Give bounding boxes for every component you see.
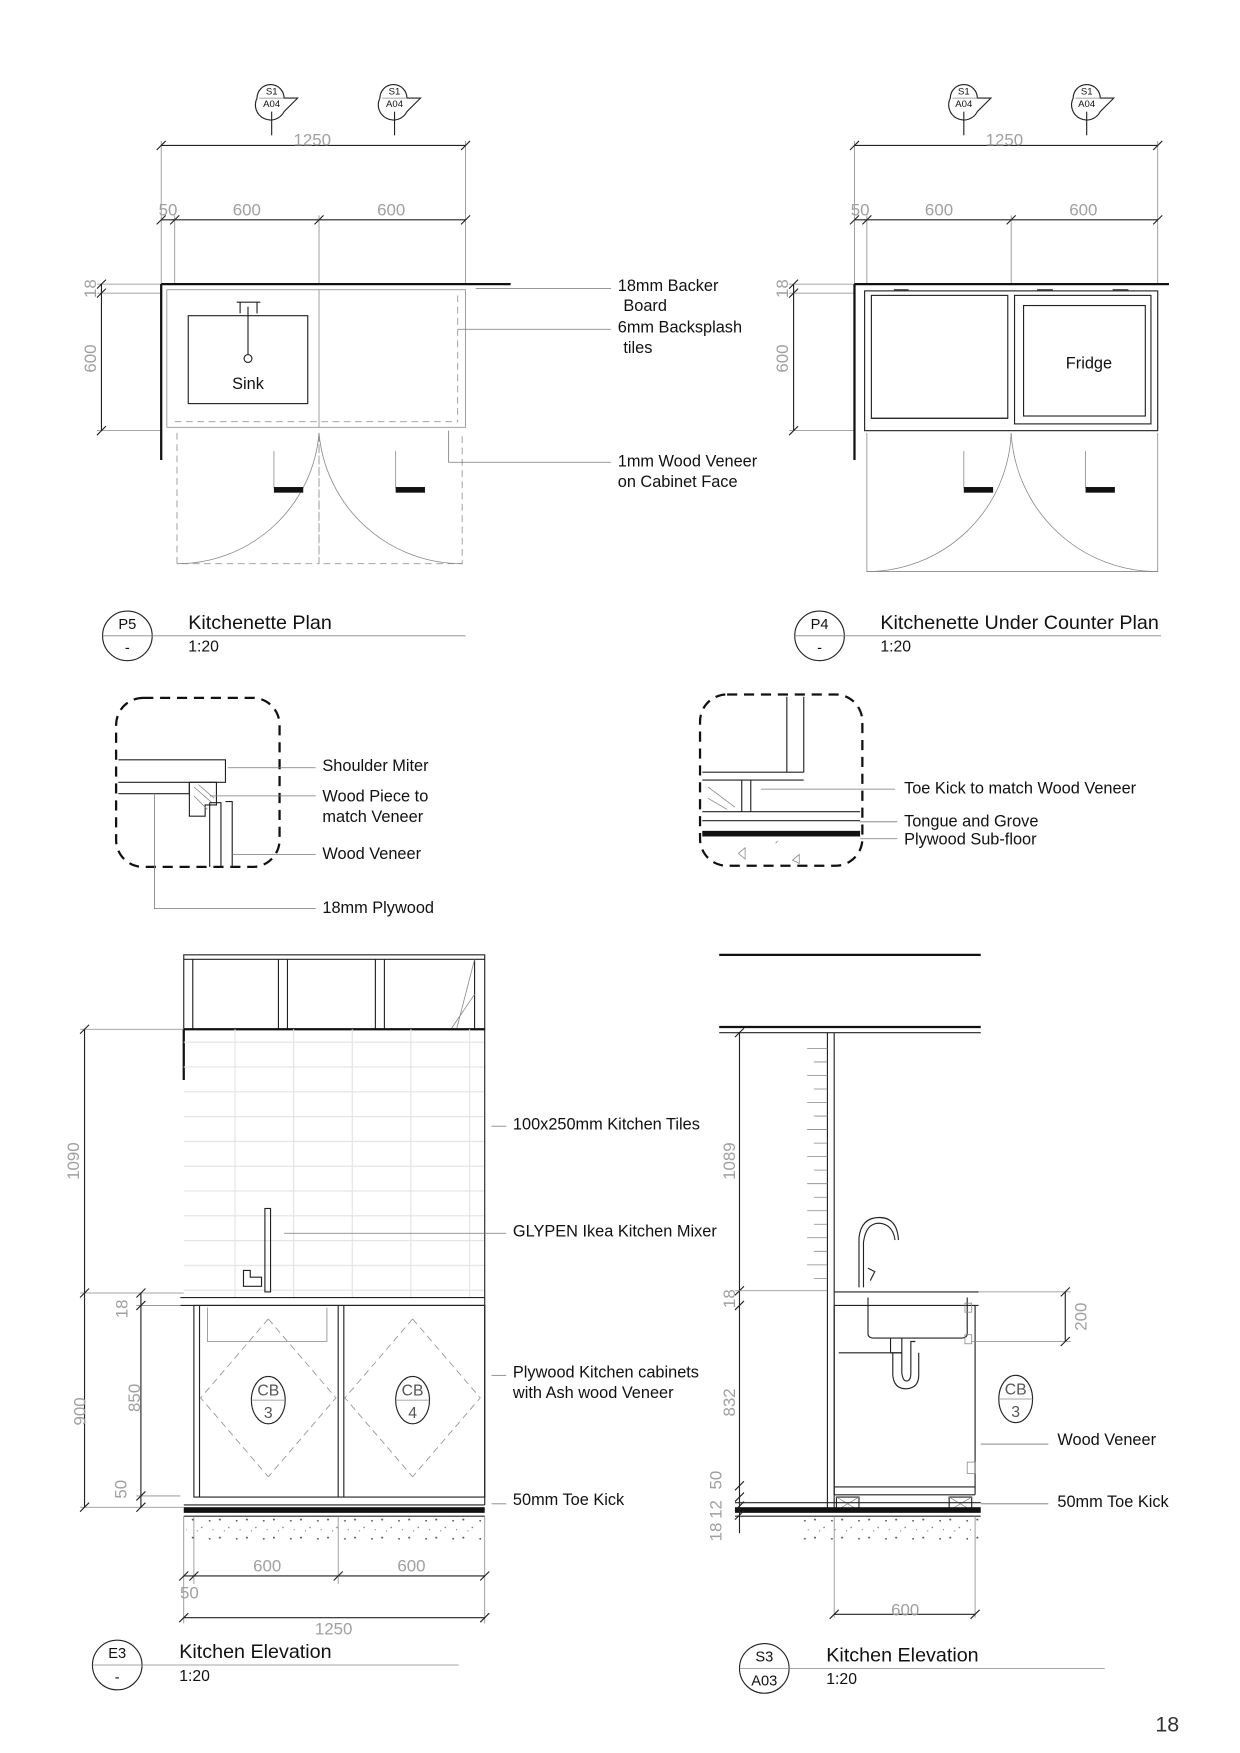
door-handle: [274, 487, 303, 493]
dim-overall: 1250: [293, 130, 332, 150]
elevation-s3: [706, 955, 1169, 1693]
note-backsplash: tiles: [623, 338, 653, 357]
section-marker-top: S1: [957, 86, 970, 98]
dim-width: 600: [891, 1600, 920, 1620]
dim-left-gap: 50: [850, 200, 870, 220]
dim-side-b: 600: [80, 344, 100, 373]
door-handle: [1086, 487, 1115, 493]
dim-toe: 50: [111, 1479, 131, 1499]
door-handle: [964, 487, 993, 493]
fridge-label: Fridge: [1065, 354, 1113, 373]
drawing-title: Kitchen Elevation: [826, 1644, 979, 1667]
cabinet-tag-bottom: 4: [408, 1405, 417, 1423]
drawing-tag-bottom: -: [124, 640, 130, 657]
note-shoulder-miter: Shoulder Miter: [322, 757, 429, 776]
section-marker-bottom: A04: [955, 99, 973, 111]
door-handle: [396, 487, 425, 493]
dim-side-a: 18: [772, 279, 792, 299]
drawing-tag-top: E3: [108, 1646, 127, 1663]
section-marker-top: S1: [1080, 86, 1093, 98]
note-plywood-subfloor: Plywood Sub-floor: [904, 830, 1037, 849]
dim-bay-a: 600: [253, 1556, 282, 1576]
dim-bay-a: 600: [924, 200, 954, 220]
note-toe-kick: Toe Kick to match Wood Veneer: [904, 779, 1137, 798]
note-tiles: 100x250mm Kitchen Tiles: [512, 1115, 700, 1134]
section-marker-2: [378, 85, 420, 136]
dim-total-height: 1090: [63, 1142, 83, 1180]
plan-p5: [81, 130, 758, 660]
cabinet-tag-bottom: 3: [1011, 1404, 1021, 1422]
cabinet-tag-bottom: 3: [263, 1405, 273, 1423]
sink-bowl: [868, 1298, 967, 1339]
cabinet-tag-top: CB: [257, 1382, 280, 1400]
drawing-tag-bottom: -: [817, 640, 822, 657]
dim-sink-depth: 200: [1071, 1302, 1091, 1331]
drawing-tag-bottom: A03: [751, 1673, 778, 1690]
dim-bay-b: 600: [1069, 200, 1098, 220]
dim-bay-b: 600: [377, 200, 406, 220]
note-cabinets: with Ash wood Veneer: [512, 1383, 674, 1402]
drawing-scale: 1:20: [826, 1671, 857, 1689]
dim-bay-a: 600: [232, 200, 261, 220]
dim-base-mid: 850: [124, 1383, 144, 1412]
note-tongue-groove: Tongue and Grove: [904, 812, 1039, 831]
note-plywood: 18mm Plywood: [322, 899, 435, 918]
section-marker-1: [255, 85, 297, 136]
drawing-tag-bottom: -: [114, 1669, 120, 1686]
note-backer-board: Board: [623, 297, 667, 316]
note-wood-veneer: on Cabinet Face: [617, 473, 738, 492]
drawing-scale: 1:20: [179, 1667, 210, 1685]
note-toe-kick: 50mm Toe Kick: [1057, 1493, 1169, 1512]
page-number: 18: [1155, 1712, 1180, 1737]
drawing-tag-top: P4: [810, 617, 829, 634]
note-toe-kick: 50mm Toe Kick: [512, 1490, 625, 1509]
dim-left-gap: 50: [158, 200, 178, 220]
dim-upper-height: 1089: [719, 1142, 739, 1180]
note-wood-veneer: Wood Veneer: [322, 845, 422, 864]
kitchen-mixer: [859, 1218, 898, 1288]
drawing-tag-top: S3: [755, 1649, 774, 1666]
drawing-title: Kitchen Elevation: [179, 1641, 332, 1664]
section-marker-bottom: A04: [263, 99, 281, 111]
dim-left-gap: 50: [179, 1583, 199, 1603]
dim-base-total: 900: [70, 1397, 90, 1426]
dim-cabinet: 832: [719, 1388, 739, 1417]
note-cabinets: Plywood Kitchen cabinets: [512, 1363, 699, 1382]
plan-p4: [773, 130, 1169, 660]
elevation-e3: [64, 955, 717, 1690]
section-marker-bottom: A04: [1078, 99, 1096, 111]
drawing-title: Kitchenette Plan: [188, 612, 332, 635]
dim-overall: 1250: [314, 1619, 353, 1639]
drawing-title: Kitchenette Under Counter Plan: [880, 612, 1159, 635]
detail-toe-kick: [700, 694, 1137, 865]
note-backer-board: 18mm Backer: [617, 276, 719, 295]
drawing-scale: 1:20: [880, 638, 912, 656]
cabinet-tag-top: CB: [1004, 1381, 1027, 1399]
dim-overall: 1250: [985, 130, 1024, 150]
section-marker-4: [1072, 85, 1114, 136]
ground-hatch: [186, 1517, 482, 1544]
section-marker-top: S1: [265, 86, 278, 98]
dim-counter: 18: [112, 1299, 132, 1319]
section-marker-top: S1: [388, 86, 401, 98]
section-marker-3: [949, 85, 991, 136]
drawing-tag-top: P5: [118, 617, 137, 634]
note-wood-piece: match Veneer: [322, 807, 424, 826]
cabinet-tag-top: CB: [401, 1382, 424, 1400]
dim-bay-b: 600: [397, 1556, 426, 1576]
dim-toe: 50: [706, 1470, 726, 1490]
note-wood-veneer: 1mm Wood Veneer: [617, 452, 758, 471]
section-marker-bottom: A04: [386, 99, 404, 111]
ground-hatch: [800, 1517, 980, 1544]
dim-counter: 18: [719, 1289, 739, 1309]
dim-side-b: 600: [772, 344, 792, 373]
dim-side-a: 18: [80, 279, 100, 299]
note-backsplash: 6mm Backsplash: [617, 318, 743, 337]
note-wood-veneer: Wood Veneer: [1057, 1431, 1157, 1450]
dim-floor-a: 18: [706, 1522, 726, 1542]
detail-shoulder-miter: [116, 698, 434, 917]
sink-label: Sink: [232, 374, 264, 393]
dimension-lines: [97, 141, 470, 435]
note-wood-piece: Wood Piece to: [322, 787, 429, 806]
wall-tiles: [184, 1029, 485, 1297]
note-mixer: GLYPEN Ikea Kitchen Mixer: [512, 1222, 717, 1241]
dimension-lines: [789, 141, 1162, 435]
dim-floor-b: 12: [706, 1500, 726, 1519]
drawing-scale: 1:20: [188, 638, 219, 656]
